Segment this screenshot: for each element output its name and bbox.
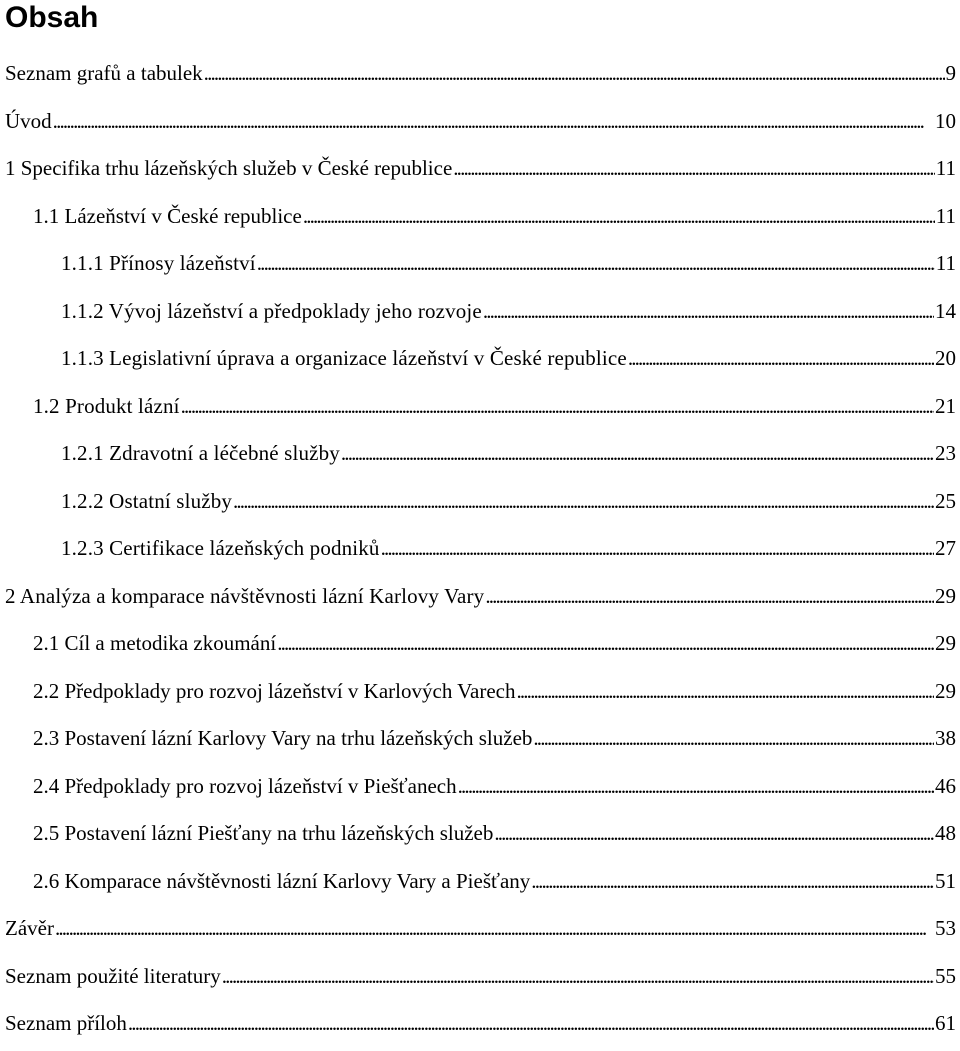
toc-entry[interactable] <box>0 718 960 766</box>
toc-entry[interactable] <box>0 576 960 624</box>
toc-entry[interactable] <box>0 766 960 814</box>
toc-dot-leader <box>381 528 934 568</box>
toc-entry-title: 1.2.1 Zdravotní a léčebné služby <box>61 441 340 465</box>
toc-entry[interactable] <box>0 101 960 149</box>
toc-entry-title: 2.3 Postavení lázní Karlovy Vary na trhu lázeňských služeb <box>33 726 533 750</box>
toc-dot-leader <box>277 623 934 663</box>
toc-entry-title: Seznam příloh <box>5 1011 127 1035</box>
toc-dot-leader <box>516 671 934 711</box>
toc-entry[interactable] <box>0 196 960 244</box>
toc-entry-title: 2.1 Cíl a metodika zkoumání <box>33 631 277 655</box>
toc-entry-page: 29 <box>935 678 956 703</box>
toc-heading: Obsah <box>5 1 99 34</box>
toc-entry-page: 9 <box>945 61 956 85</box>
toc-entry[interactable] <box>0 291 960 339</box>
toc-dot-leader <box>341 433 934 473</box>
toc-entry-page: 25 <box>935 488 956 513</box>
toc-entry-title: 2 Analýza a komparace návštěvnosti lázní Karlovy Vary <box>5 583 485 608</box>
toc-entry-page: 23 <box>935 441 956 465</box>
toc-entry[interactable] <box>0 53 960 101</box>
toc-entry-page: 11 <box>935 203 956 228</box>
toc-entry-title: 2.6 Komparace návštěvnosti lázní Karlovy Vary a Piešťany <box>33 868 531 893</box>
toc-entry[interactable] <box>0 1003 960 1051</box>
toc-entry[interactable] <box>0 481 960 529</box>
toc-dot-leader <box>303 196 935 236</box>
toc-entry-title: 1.2.2 Ostatní služby <box>61 488 232 513</box>
table-of-contents <box>0 53 960 1051</box>
toc-entry[interactable] <box>0 861 960 909</box>
toc-entry-title: 1.1.3 Legislativní úprava a organizace lázeňství v České republice <box>61 346 627 370</box>
toc-entry[interactable] <box>0 433 960 481</box>
toc-dot-leader <box>453 148 935 188</box>
toc-entry-page: 46 <box>935 773 956 798</box>
toc-entry-title: 1.2 Produkt lázní <box>33 393 180 418</box>
toc-entry-title: 1.2.3 Certifikace lázeňských podniků <box>61 536 380 560</box>
toc-entry-page: 14 <box>935 298 956 323</box>
toc-entry-title: 2.2 Předpoklady pro rozvoj lázeňství v Karlových Varech <box>33 678 516 703</box>
toc-entry[interactable] <box>0 148 960 196</box>
toc-entry-page: 29 <box>935 631 956 655</box>
toc-dot-leader <box>55 908 934 948</box>
toc-entry[interactable] <box>0 386 960 434</box>
toc-entry-page: 11 <box>935 156 956 180</box>
toc-entry-page: 48 <box>935 821 956 845</box>
toc-entry[interactable] <box>0 908 960 956</box>
toc-entry-title: 2.4 Předpoklady pro rozvoj lázeňství v Piešťanech <box>33 773 457 798</box>
toc-entry-page: 21 <box>935 393 956 418</box>
toc-entry-title: 2.5 Postavení lázní Piešťany na trhu lázeňských služeb <box>33 821 494 845</box>
toc-dot-leader <box>628 338 934 378</box>
toc-dot-leader <box>257 243 935 283</box>
toc-entry-title: Úvod <box>5 108 52 133</box>
toc-entry[interactable] <box>0 243 960 291</box>
toc-entry[interactable] <box>0 623 960 671</box>
toc-entry-page: 20 <box>935 346 956 370</box>
toc-dot-leader <box>181 386 934 426</box>
toc-dot-leader <box>531 861 934 901</box>
toc-entry-title: Závěr <box>5 916 54 940</box>
toc-entry-page: 29 <box>935 583 956 608</box>
toc-entry-page: 55 <box>935 963 956 988</box>
toc-dot-leader <box>494 813 934 853</box>
toc-entry-title: 1.1 Lázeňství v České republice <box>33 203 302 228</box>
toc-dot-leader <box>128 1003 934 1043</box>
toc-dot-leader <box>53 101 934 141</box>
toc-dot-leader <box>204 53 945 93</box>
toc-entry[interactable] <box>0 813 960 861</box>
toc-dot-leader <box>233 481 934 521</box>
toc-entry-title: Seznam použité literatury <box>5 963 221 988</box>
toc-entry[interactable] <box>0 338 960 386</box>
toc-entry[interactable] <box>0 528 960 576</box>
toc-entry-title: 1.1.2 Vývoj lázeňství a předpoklady jeho rozvoje <box>61 298 482 323</box>
toc-entry-page: 27 <box>935 536 956 560</box>
toc-entry[interactable] <box>0 671 960 719</box>
toc-dot-leader <box>458 766 934 806</box>
toc-entry-page: 53 <box>935 916 956 940</box>
toc-entry-title: 1 Specifika trhu lázeňských služeb v České republice <box>5 156 453 180</box>
toc-entry-page: 38 <box>935 726 956 750</box>
toc-dot-leader <box>485 576 934 616</box>
toc-entry[interactable] <box>0 956 960 1004</box>
toc-entry-page: 61 <box>935 1011 956 1035</box>
toc-dot-leader <box>483 291 934 331</box>
toc-dot-leader <box>222 956 934 996</box>
toc-entry-title: 1.1.1 Přínosy lázeňství <box>61 251 256 275</box>
toc-entry-page: 10 <box>935 108 956 133</box>
toc-entry-title: Seznam grafů a tabulek <box>5 61 203 85</box>
toc-dot-leader <box>533 718 934 758</box>
toc-entry-page: 11 <box>935 251 956 275</box>
toc-entry-page: 51 <box>935 868 956 893</box>
